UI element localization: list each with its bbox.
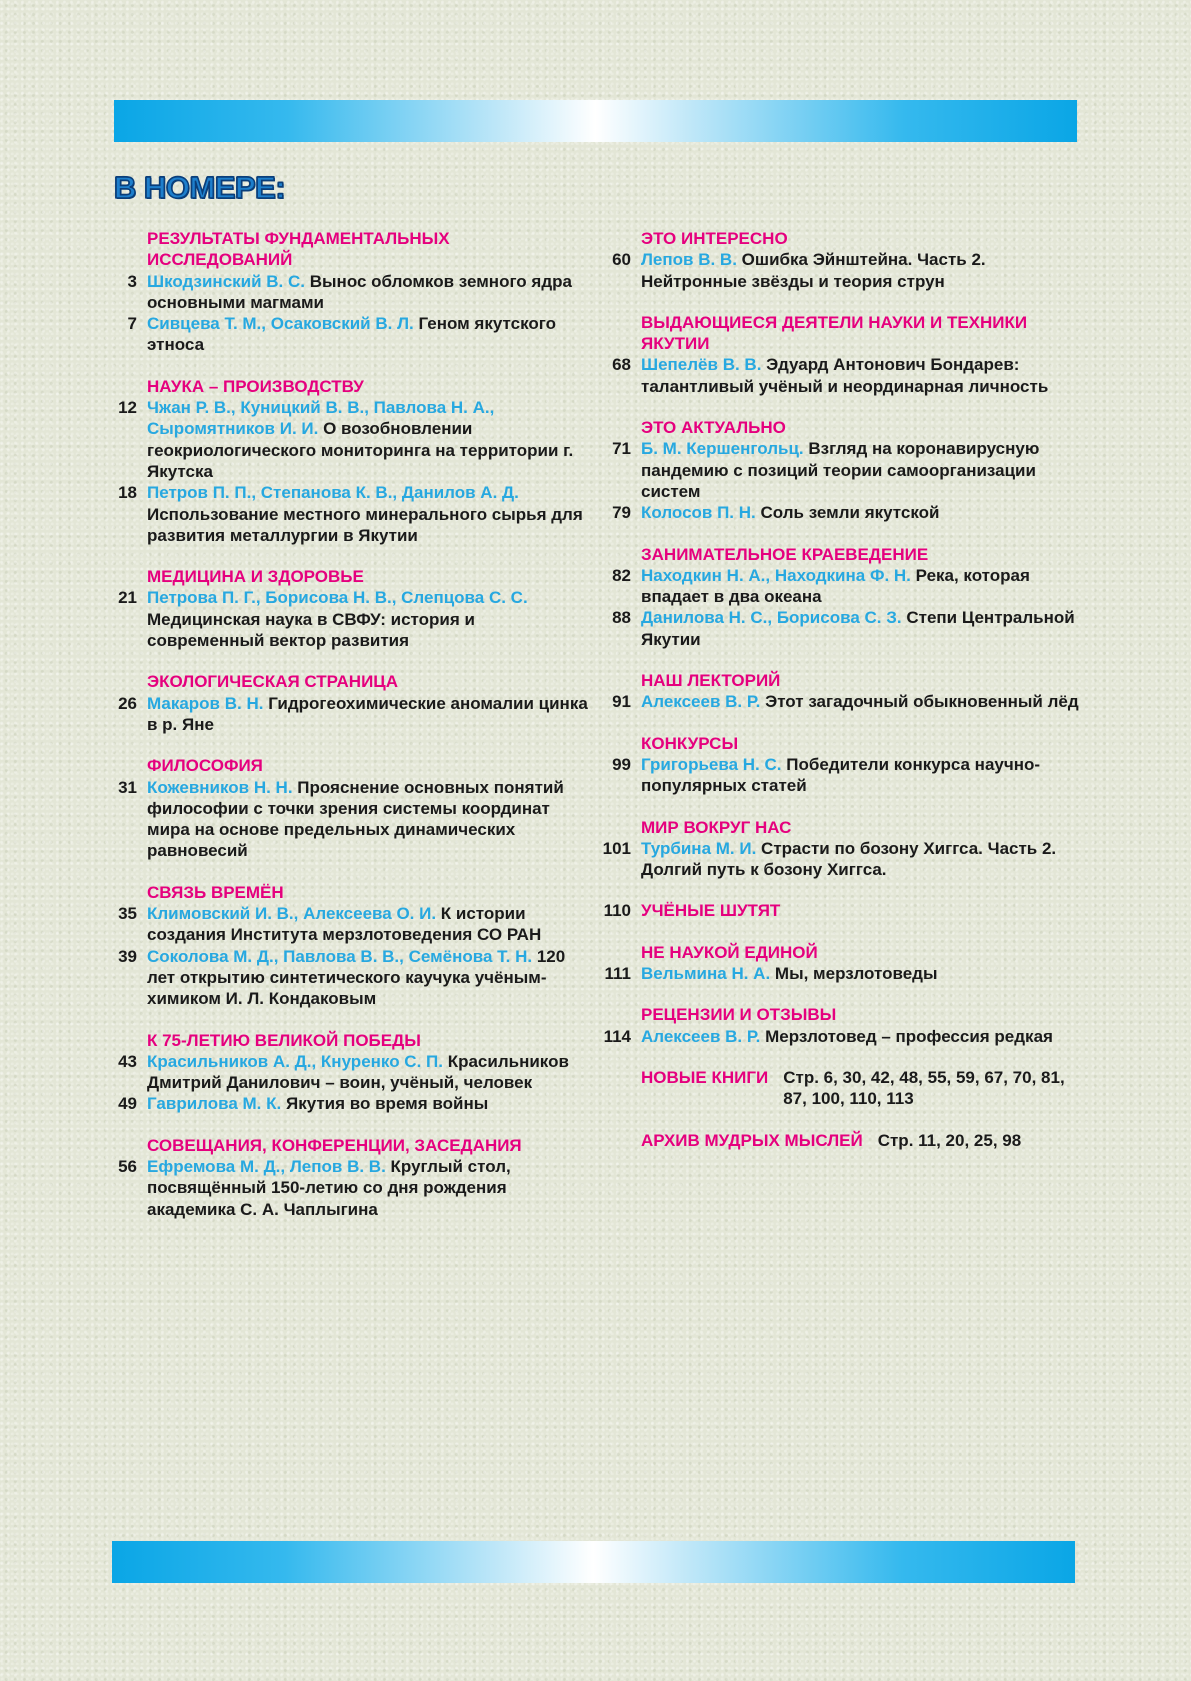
entry-author: Чжан Р. В., Куницкий В. В., Павлова Н. А., Сыромятников И. И. <box>147 398 495 439</box>
section-title: ЭТО ИНТЕРЕСНО <box>641 229 788 248</box>
entry-author: Шепелёв В. В. <box>641 355 762 375</box>
entry-title: Ошибка Эйнштейна. Часть 2. Нейтронные звёзды и теория струн <box>641 250 986 291</box>
page-number: 68 <box>612 355 631 375</box>
entry-title: Этот загадочный обыкновенный лёд <box>765 692 1079 712</box>
toc-section <box>600 417 1085 523</box>
page-number: 110 <box>603 901 631 921</box>
toc-section <box>106 376 596 546</box>
entry-author: Лепов В. В. <box>641 250 737 270</box>
page-number: 82 <box>612 565 631 585</box>
toc-section <box>600 817 1085 881</box>
toc-section <box>600 1067 1085 1110</box>
toc-entry[interactable] <box>106 482 596 546</box>
toc-section <box>106 1030 596 1115</box>
entry-author: Сивцева Т. М., Осаковский В. Л. <box>147 314 414 334</box>
entry-title: 120 лет открытию синтетического каучука учёным-химиком И. Л. Кондаковым <box>147 946 566 1009</box>
page-number: 99 <box>612 754 631 774</box>
section-title: НАУКА – ПРОИЗВОДСТВУ <box>147 376 364 396</box>
entry-title: Прояснение основных понятий философии с точки зрения системы координат мира на основе предельных динамических равновесий <box>147 777 564 861</box>
new-books-entry[interactable] <box>641 1067 1085 1110</box>
entry-author: Шкодзинский В. С. <box>147 271 306 291</box>
entry-title: Соль земли якутской <box>760 503 940 523</box>
toc-entry[interactable] <box>600 1026 1085 1047</box>
page-number: 3 <box>127 271 137 291</box>
page-number: 12 <box>118 398 137 418</box>
section-title: К 75-ЛЕТИЮ ВЕЛИКОЙ ПОБЕДЫ <box>147 1030 421 1050</box>
entry-title: Медицинская наука в СВФУ: история и современный вектор развития <box>147 609 475 651</box>
page-number: 91 <box>612 692 631 712</box>
toc-entry[interactable] <box>600 249 1085 292</box>
toc-entry[interactable] <box>600 900 1085 921</box>
page-number: 26 <box>118 693 137 713</box>
toc-entry[interactable] <box>106 271 596 314</box>
section-title: РЕЦЕНЗИИ И ОТЗЫВЫ <box>641 1005 837 1025</box>
entry-title: Круглый стол, посвящённый 150-летию со дня рождения академика С. А. Чаплыгина <box>147 1156 511 1219</box>
entry-author: Турбина М. И. <box>641 838 757 858</box>
section-title: МИР ВОКРУГ НАС <box>641 817 792 837</box>
entry-title: Эдуард Антонович Бондарев: талантливый учёный и неординарная личность <box>641 355 1049 396</box>
page-number: 35 <box>118 904 137 924</box>
toc-entry[interactable] <box>600 565 1085 608</box>
entry-title: Мерзлотовед – профессия редкая <box>765 1026 1053 1046</box>
entry-author: Гаврилова М. К. <box>147 1094 282 1114</box>
entry-title: Якутия во время войны <box>285 1094 489 1114</box>
page-number: 60 <box>612 250 631 270</box>
section-title: УЧЁНЫЕ ШУТЯТ <box>641 901 781 921</box>
toc-entry[interactable] <box>106 1051 596 1094</box>
page-number: 101 <box>602 838 631 858</box>
entry-author: Климовский И. В., Алексеева О. И. <box>147 904 437 924</box>
page-number: 18 <box>118 483 137 503</box>
toc-entry[interactable] <box>106 777 596 862</box>
page-heading: В НОМЕРЕ: <box>114 170 286 205</box>
entry-author: Ефремова М. Д., Лепов В. В. <box>147 1156 386 1176</box>
entry-title: Победители конкурса научно-популярных статей <box>641 754 1041 796</box>
entry-title: К истории создания Института мерзлотоведения СО РАН <box>147 904 542 945</box>
toc-section <box>106 671 596 735</box>
entry-author: Петров П. П., Степанова К. В., Данилов А. Д. <box>147 483 519 503</box>
entry-author: Соколова М. Д., Павлова В. В., Семёнова Т. Н. <box>147 946 533 966</box>
toc-section <box>106 566 596 651</box>
entry-title: Взгляд на коронавирусную пандемию с позиций теории самоорганизации систем <box>641 439 1040 501</box>
entry-title: Страсти по бозону Хиггса. Часть 2. Долгий путь к бозону Хиггса. <box>641 838 1057 880</box>
toc-entry[interactable] <box>600 438 1085 502</box>
page-number: 71 <box>612 439 631 459</box>
entry-author: Кожевников Н. Н. <box>147 777 293 797</box>
toc-entry[interactable] <box>106 397 596 482</box>
section-title: НОВЫЕ КНИГИ <box>641 1067 769 1087</box>
section-title: ЗАНИМАТЕЛЬНОЕ КРАЕВЕДЕНИЕ <box>641 544 929 564</box>
toc-section <box>600 1130 1085 1151</box>
toc-entry[interactable] <box>106 587 596 651</box>
page-number: 88 <box>612 608 631 628</box>
toc-section <box>600 670 1085 713</box>
entry-title: Мы, мерзлотоведы <box>774 964 938 984</box>
page-number: 39 <box>118 946 137 966</box>
toc-section <box>600 1004 1085 1047</box>
section-title: ВЫДАЮЩИЕСЯ ДЕЯТЕЛИ НАУКИ И ТЕХНИКИ ЯКУТИИ <box>641 312 1028 354</box>
toc-entry[interactable] <box>600 691 1085 712</box>
entry-author: Данилова Н. С., Борисова С. З. <box>641 608 902 628</box>
section-title: АРХИВ МУДРЫХ МЫСЛЕЙ <box>641 1130 863 1150</box>
page-number: 7 <box>127 314 137 334</box>
section-title: КОНКУРСЫ <box>641 733 739 753</box>
toc-section <box>600 312 1085 397</box>
entry-author: Петрова П. Г., Борисова Н. В., Слепцова С. С. <box>147 588 528 608</box>
page-number: 49 <box>118 1094 137 1114</box>
entry-title: Вынос обломков земного ядра основными магмами <box>147 271 572 312</box>
entry-title: Геном якутского этноса <box>147 314 556 355</box>
toc-entry[interactable] <box>600 963 1085 984</box>
entry-title: Красильников Дмитрий Данилович – воин, учёный, человек <box>147 1051 569 1093</box>
toc-section <box>106 1135 596 1220</box>
toc-entry[interactable] <box>106 313 596 356</box>
top-decorative-band <box>114 100 1077 142</box>
entry-author: Находкин Н. А., Находкина Ф. Н. <box>641 565 911 585</box>
toc-section <box>600 544 1085 650</box>
page-number: 43 <box>118 1051 137 1071</box>
entry-title: О возобновлении геокриологического мониторинга на территории г. Якутска <box>147 419 574 481</box>
page-number: 21 <box>118 588 137 608</box>
section-title: МЕДИЦИНА И ЗДОРОВЬЕ <box>147 567 364 587</box>
toc-entry[interactable] <box>600 754 1085 797</box>
page-number: 31 <box>118 777 137 797</box>
page-number: 114 <box>603 1026 631 1046</box>
toc-entry[interactable] <box>106 1156 596 1220</box>
entry-author: Алексеев В. Р. <box>641 692 761 712</box>
toc-entry[interactable] <box>600 502 1085 523</box>
entry-title: Использование местного минерального сырья для развития металлургии в Якутии <box>147 504 583 545</box>
entry-author: Красильников А. Д., Кнуренко С. П. <box>147 1051 443 1071</box>
page-number: 56 <box>118 1156 137 1176</box>
toc-right-column <box>600 228 1085 1171</box>
toc-entry[interactable] <box>106 1093 596 1114</box>
toc-entry[interactable] <box>600 838 1085 881</box>
section-title: НАШ ЛЕКТОРИЙ <box>641 671 781 691</box>
bottom-decorative-band <box>112 1541 1075 1583</box>
page-number: 111 <box>604 964 631 984</box>
entry-author: Колосов П. Н. <box>641 503 756 523</box>
section-title: НЕ НАУКОЙ ЕДИНОЙ <box>641 942 818 962</box>
entry-author: Григорьева Н. С. <box>641 754 782 774</box>
toc-section <box>600 228 1085 292</box>
toc-entry[interactable] <box>106 903 596 946</box>
toc-entry[interactable] <box>600 354 1085 397</box>
entry-title: Река, которая впадает в два океана <box>641 565 1030 607</box>
archive-entry[interactable] <box>641 1130 1085 1151</box>
toc-section <box>106 882 596 1010</box>
page-list: Стр. 11, 20, 25, 98 <box>877 1130 1022 1150</box>
entry-author: Вельмина Н. А. <box>641 964 771 984</box>
toc-section <box>600 900 1085 921</box>
toc-entry[interactable] <box>106 693 596 736</box>
entry-author: Алексеев В. Р. <box>641 1026 761 1046</box>
toc-section <box>106 228 596 356</box>
toc-entry[interactable] <box>106 946 596 1010</box>
entry-title: Гидрогеохимические аномалии цинка в р. Яне <box>147 693 588 734</box>
toc-entry[interactable] <box>600 607 1085 650</box>
toc-section <box>600 733 1085 797</box>
toc-section <box>600 942 1085 985</box>
entry-title: Степи Центральной Якутии <box>641 608 1075 649</box>
section-title: СОВЕЩАНИЯ, КОНФЕРЕНЦИИ, ЗАСЕДАНИЯ <box>147 1135 522 1155</box>
toc-section <box>106 755 596 861</box>
page-number: 79 <box>612 503 631 523</box>
section-title: ЭКОЛОГИЧЕСКАЯ СТРАНИЦА <box>147 672 398 692</box>
entry-author: Б. М. Кершенгольц. <box>641 439 804 459</box>
section-title: ЭТО АКТУАЛЬНО <box>641 418 786 438</box>
toc-left-column <box>106 228 596 1240</box>
section-title: СВЯЗЬ ВРЕМЁН <box>147 882 284 902</box>
page-list: Стр. 6, 30, 42, 48, 55, 59, 67, 70, 81, 87, 100, 110, 113 <box>783 1067 1065 1109</box>
section-title: ФИЛОСОФИЯ <box>147 756 263 776</box>
entry-author: Макаров В. Н. <box>147 693 264 713</box>
section-title: РЕЗУЛЬТАТЫ ФУНДАМЕНТАЛЬНЫХ ИССЛЕДОВАНИЙ <box>147 229 450 270</box>
